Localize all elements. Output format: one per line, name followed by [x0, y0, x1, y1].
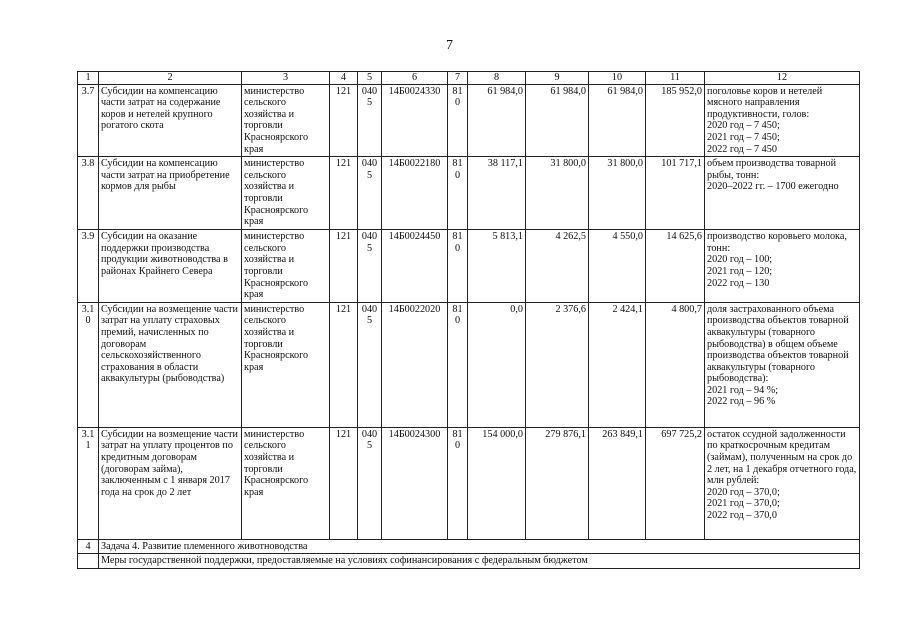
- amount-2021: 2 376,6: [526, 302, 589, 427]
- row-number: 3.8: [78, 157, 99, 230]
- amount-2020: 0,0: [468, 302, 526, 427]
- result-line: 2022 год – 96 %: [707, 396, 776, 408]
- grbs-code: 121: [330, 427, 358, 539]
- amount-2020: 38 117,1: [468, 157, 526, 230]
- table-row: [78, 302, 860, 427]
- amount-2020: 154 000,0: [468, 427, 526, 539]
- amount-total: 101 717,1: [646, 157, 705, 230]
- measures-title: Меры государственной поддержки, предоставляемые на условиях софинансирования с федеральным бюджетом: [99, 554, 860, 569]
- responsible-ministry: министерство сельского хозяйства и торговли Красноярского края: [242, 427, 330, 539]
- responsible-ministry: министерство сельского хозяйства и торговли Красноярского края: [242, 230, 330, 303]
- measure-name: Субсидии на возмещение части затрат на уплату процентов по кредитным договорам (договорам займа), заключенным с 1 января 2017 года на срок до 2 лет: [99, 427, 242, 539]
- column-header: 8: [468, 72, 526, 85]
- grbs-code: 121: [330, 84, 358, 157]
- result-line: 2021 год – 120;: [707, 265, 773, 277]
- result-line: 2021 год – 370,0;: [707, 498, 780, 510]
- column-header: 3: [242, 72, 330, 85]
- amount-total: 4 800,7: [646, 302, 705, 427]
- result-line: 2021 год – 7 450;: [707, 131, 780, 143]
- column-header: 1: [78, 72, 99, 85]
- row-number: 3.10: [78, 302, 99, 427]
- row-number: 3.11: [78, 427, 99, 539]
- header-row: [78, 72, 860, 85]
- grbs-code: 121: [330, 302, 358, 427]
- result-line: 2020–2022 гг. – 1700 ежегодно: [707, 181, 839, 193]
- expected-result: [705, 157, 860, 230]
- grbs-code: 121: [330, 157, 358, 230]
- measures-row: [78, 554, 860, 569]
- column-header: 6: [382, 72, 448, 85]
- column-header: 4: [330, 72, 358, 85]
- rzpr-code: 0405: [358, 230, 382, 303]
- result-line: 2022 год – 370,0: [707, 509, 777, 521]
- page-number: 7: [446, 38, 453, 53]
- measure-name: Субсидии на компенсацию части затрат на содержание коров и нетелей крупного рогатого скота: [99, 84, 242, 157]
- amount-2022: 61 984,0: [589, 84, 646, 157]
- table-row: [78, 230, 860, 303]
- column-header: 12: [705, 72, 860, 85]
- result-line: объем производства товарной рыбы, тонн:: [707, 158, 837, 181]
- csr-code: 14Б0024330: [382, 84, 448, 157]
- vr-code: 810: [448, 230, 468, 303]
- csr-code: 14Б0022020: [382, 302, 448, 427]
- expected-result: [705, 84, 860, 157]
- responsible-ministry: министерство сельского хозяйства и торговли Красноярского края: [242, 157, 330, 230]
- measure-name: Субсидии на оказание поддержки производства продукции животноводства в районах Крайнего Севера: [99, 230, 242, 303]
- rzpr-code: 0405: [358, 427, 382, 539]
- amount-2022: 2 424,1: [589, 302, 646, 427]
- vr-code: 810: [448, 157, 468, 230]
- csr-code: 14Б0024300: [382, 427, 448, 539]
- result-line: остаток ссудной задолженности по краткосрочным кредитам (займам), полученным на срок до 2 лет, на 1 декабря отчетного года, млн рублей:: [707, 428, 857, 487]
- amount-total: 14 625,6: [646, 230, 705, 303]
- column-header: 11: [646, 72, 705, 85]
- amount-total: 697 725,2: [646, 427, 705, 539]
- measure-name: Субсидии на возмещение части затрат на уплату страховых премий, начисленных по договорам сельскохозяйственного страхования в области аквакультуры (рыбоводства): [99, 302, 242, 427]
- result-line: 2022 год – 130: [707, 277, 770, 289]
- rzpr-code: 0405: [358, 302, 382, 427]
- amount-total: 185 952,0: [646, 84, 705, 157]
- task-number: 4: [78, 539, 99, 554]
- csr-code: 14Б0024450: [382, 230, 448, 303]
- subsidy-table: [77, 71, 860, 569]
- row-number: 3.9: [78, 230, 99, 303]
- task-row: [78, 539, 860, 554]
- vr-code: 810: [448, 427, 468, 539]
- responsible-ministry: министерство сельского хозяйства и торговли Красноярского края: [242, 84, 330, 157]
- expected-result: [705, 230, 860, 303]
- measures-number-cell: [78, 554, 99, 569]
- result-line: 2020 год – 100;: [707, 254, 773, 266]
- result-line: 2021 год – 94 %;: [707, 384, 779, 396]
- table-body: [78, 72, 860, 569]
- vr-code: 810: [448, 302, 468, 427]
- column-header: 10: [589, 72, 646, 85]
- amount-2022: 31 800,0: [589, 157, 646, 230]
- amount-2020: 5 813,1: [468, 230, 526, 303]
- expected-result: [705, 302, 860, 427]
- row-number: 3.7: [78, 84, 99, 157]
- amount-2022: 4 550,0: [589, 230, 646, 303]
- expected-result: [705, 427, 860, 539]
- rzpr-code: 0405: [358, 84, 382, 157]
- column-header: 9: [526, 72, 589, 85]
- amount-2022: 263 849,1: [589, 427, 646, 539]
- result-line: 2022 год – 7 450: [707, 143, 777, 155]
- column-header: 7: [448, 72, 468, 85]
- csr-code: 14Б0022180: [382, 157, 448, 230]
- result-line: производство коровьего молока, тонн:: [707, 231, 847, 254]
- amount-2020: 61 984,0: [468, 84, 526, 157]
- table-row: [78, 157, 860, 230]
- result-line: доля застрахованного объема производства объектов товарной аквакультуры (товарного рыбоводства) в общем объеме производства объектов товарной аквакультуры (товарного рыбоводства):: [707, 303, 849, 385]
- table-row: [78, 427, 860, 539]
- measure-name: Субсидии на компенсацию части затрат на приобретение кормов для рыбы: [99, 157, 242, 230]
- result-line: 2020 год – 7 450;: [707, 120, 780, 132]
- amount-2021: 279 876,1: [526, 427, 589, 539]
- responsible-ministry: министерство сельского хозяйства и торговли Красноярского края: [242, 302, 330, 427]
- rzpr-code: 0405: [358, 157, 382, 230]
- column-header: 2: [99, 72, 242, 85]
- vr-code: 810: [448, 84, 468, 157]
- task-title: Задача 4. Развитие племенного животноводства: [99, 539, 860, 554]
- amount-2021: 4 262,5: [526, 230, 589, 303]
- grbs-code: 121: [330, 230, 358, 303]
- amount-2021: 31 800,0: [526, 157, 589, 230]
- column-header: 5: [358, 72, 382, 85]
- result-line: поголовье коров и нетелей мясного направления продуктивности, голов:: [707, 85, 823, 120]
- result-line: 2020 год – 370,0;: [707, 486, 780, 498]
- amount-2021: 61 984,0: [526, 84, 589, 157]
- table-row: [78, 84, 860, 157]
